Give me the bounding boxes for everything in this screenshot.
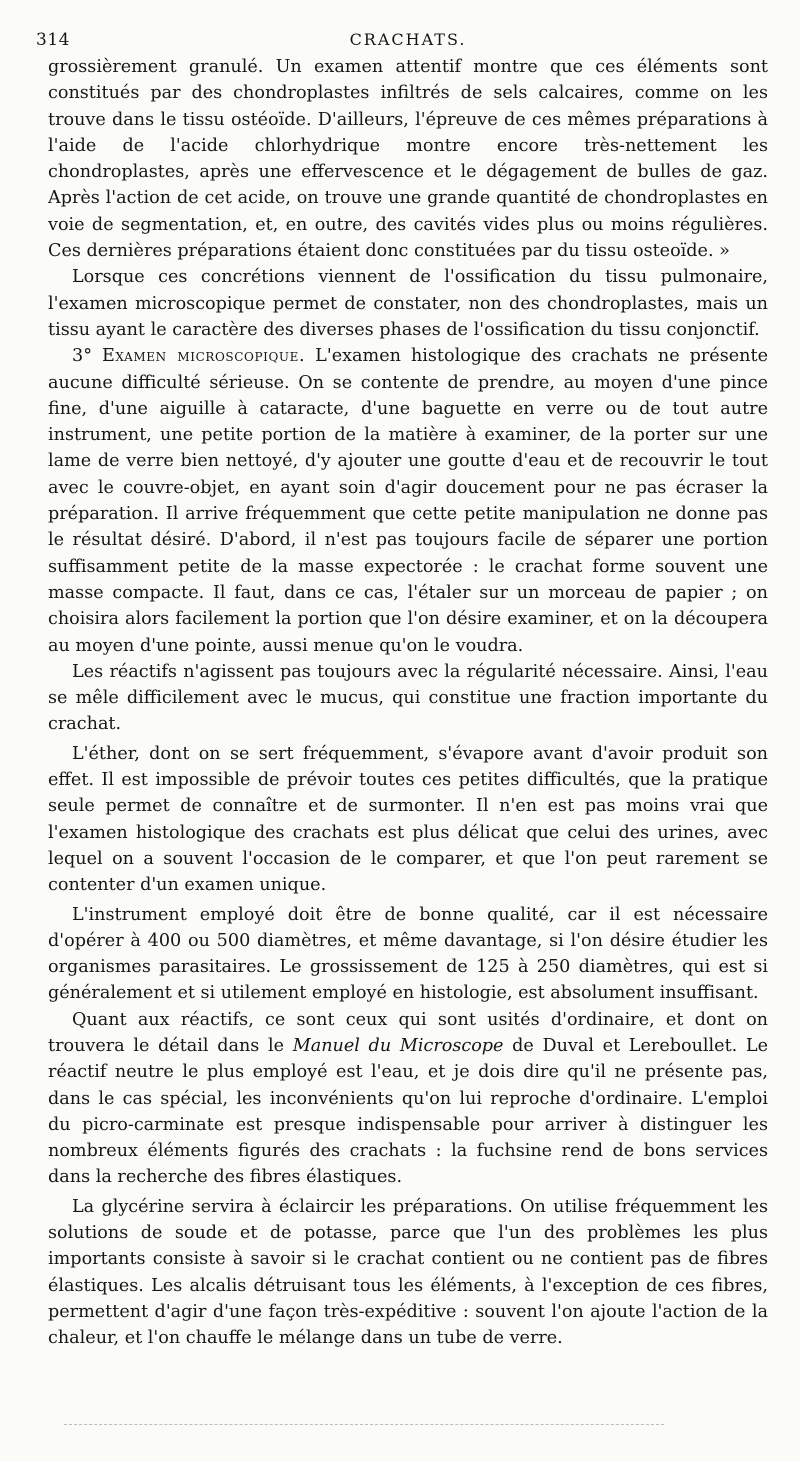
paragraph <box>48 1194 768 1352</box>
paragraph <box>48 264 768 343</box>
page-number: 314 <box>36 30 70 50</box>
paragraph-text: L'instrument employé doit être de bonne qualité, car il est nécessaire d'opérer à 400 ou 500 diamètres, et même davantage, si l'on désire étudier les organismes parasitaires. Le grossissement de 125 à 250 diamètres, qui est si généralement et si utilement employé en histologie, est absolument insuffisant. <box>48 904 768 1004</box>
section-number: 3° <box>72 346 102 367</box>
book-title: Manuel du Microscope <box>292 1035 504 1056</box>
body-text <box>48 54 768 1352</box>
paragraph <box>48 741 768 899</box>
paragraph-continuation <box>48 54 768 264</box>
footer-rule <box>64 1424 664 1427</box>
paragraph-text: La glycérine servira à éclaircir les préparations. On utilise fréquemment les solutions de soude et de potasse, parce que l'un des problèmes les plus importants consiste à savoir si le crachat contient ou ne contient pas de fibres élastiques. Les alcalis détruisant tous les éléments, à l'exception de ces fibres, permettent d'agir d'une façon très-expéditive : souvent l'on ajoute l'action de la chaleur, et l'on chauffe le mélange dans un tube de verre. <box>48 1196 768 1349</box>
paragraph <box>48 659 768 738</box>
paragraph-text: Quant aux réactifs, ce sont ceux qui sont usités d'ordinaire, et dont on trouvera le détail dans le <box>48 1009 768 1056</box>
paragraph-text: grossièrement granulé. Un examen attentif montre que ces éléments sont constitués par des chondroplastes infiltrés de sels calcaires, comme on les trouve dans le tissu ostéoïde. D'ailleurs, l'épreuve de ces mêmes préparations à l'aide de l'acide chlorhydrique montre encore très-nettement les chondroplastes, après une effervescence et le dégagement de bulles de gaz. Après l'action de cet acide, on trouve une grande quantité de chondroplastes en voie de segmentation, et, en outre, des cavités vides plus ou moins régulières. Ces dernières préparations étaient donc constituées par du tissu osteoïde. » <box>48 57 768 262</box>
paragraph-text: L'examen histologique des crachats ne présente aucune difficulté sérieuse. On se contente de prendre, au moyen d'une pince fine, d'une aiguille à cataracte, d'une baguette en verre ou de tout autre instrument, une petite portion de la matière à examiner, de la porter sur une lame de verre bien nettoyé, d'y ajouter une goutte d'eau et de recouvrir le tout avec le couvre-objet, en ayant soin d'agir doucement pour ne pas écraser la préparation. Il arrive fréquemment que cette petite manipulation ne donne pas le résultat désiré. D'abord, il n'est pas toujours facile de séparer une portion suffisamment petite de la masse expectorée : le crachat forme souvent une masse compacte. Il faut, dans ce cas, l'étaler sur un morceau de papier ; on choisira alors facilement la portion que l'on désire examiner, et on la découpera au moyen d'une pointe, aussi menue qu'on le voudra. <box>48 346 768 656</box>
paragraph <box>48 1007 768 1191</box>
running-head <box>36 26 768 54</box>
paragraph-text: Les réactifs n'agissent pas toujours avec la régularité nécessaire. Ainsi, l'eau se mêle difficilement avec le mucus, qui constitue une fraction importante du crachat. <box>48 661 768 735</box>
paragraph-text: L'éther, dont on se sert fréquemment, s'évapore avant d'avoir produit son effet. Il est impossible de prévoir toutes ces petites difficultés, que la pratique seule permet de connaître et de surmonter. Il n'en est pas moins vrai que l'examen histologique des crachats est plus délicat que celui des urines, avec lequel on a souvent l'occasion de le comparer, et que l'on peut rarement se contenter d'un examen unique. <box>48 743 768 896</box>
paragraph-section-examen <box>48 343 768 659</box>
section-heading: Examen microscopique. <box>101 346 306 367</box>
page <box>36 26 769 1352</box>
paragraph <box>48 902 768 1007</box>
paragraph-text: de Duval et Lereboullet. Le réactif neutre le plus employé est l'eau, et je dois dire qu'il ne présente pas, dans le cas spécial, les inconvénients qu'on lui reproche d'ordinaire. L'emploi du picro-carminate est presque indispensable pour arriver à distinguer les nombreux éléments figurés des crachats : la fuchsine rend de bons services dans la recherche des fibres élastiques. <box>48 1035 769 1188</box>
paragraph-text: Lorsque ces concrétions viennent de l'ossification du tissu pulmonaire, l'examen microscopique permet de constater, non des chondroplastes, mais un tissu ayant le caractère des diverses phases de l'ossification du tissu conjonctif. <box>48 267 768 340</box>
page-title: CRACHATS. <box>349 30 467 49</box>
